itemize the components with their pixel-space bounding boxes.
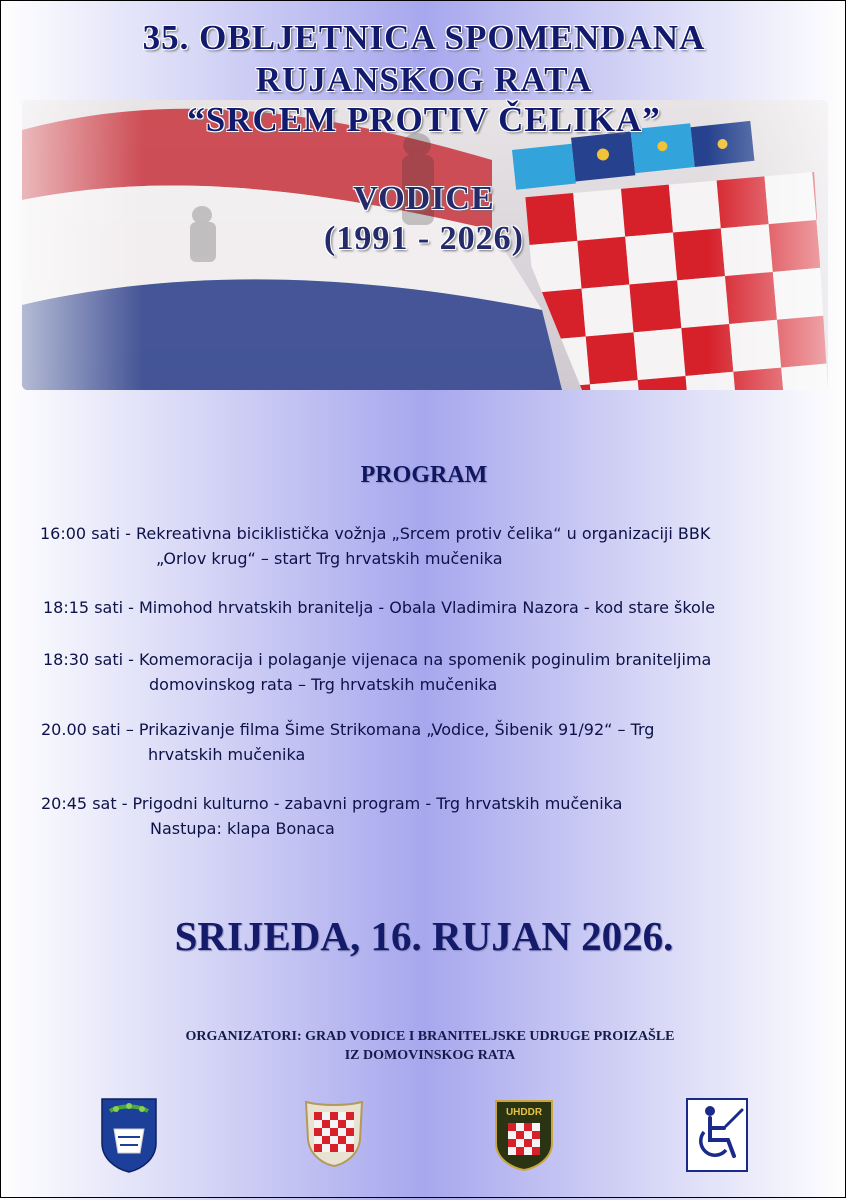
organizers-line-1: ORGANIZATORI: GRAD VODICE I BRANITELJSKE UDRUGE PROIZAŠLE (185, 1029, 675, 1044)
event-line: 18:15 sati - Mimohod hrvatskih branitelja - Obala Vladimira Nazora - kod stare škole (43, 598, 716, 617)
title-line-3: “SRCEM PROTIV ČELIKA” (187, 100, 661, 139)
event-line-continued: „Orlov krug“ – start Trg hrvatskih mučenika (156, 549, 503, 568)
organizers-line-2: IZ DOMOVINSKOG RATA (344, 1048, 516, 1063)
event-item (43, 650, 711, 694)
title-line-2: RUJANSKOG RATA (255, 60, 593, 99)
event-line-continued: hrvatskih mučenika (148, 745, 306, 764)
event-line: 20.00 sati – Prikazivanje filma Šime Strikomana „Vodice, Šibenik 91/92“ – Trg (41, 720, 655, 739)
event-item (40, 524, 710, 568)
event-item (41, 720, 654, 764)
uhddr-badge-icon (494, 1099, 554, 1176)
event-line-continued: domovinskog rata – Trg hrvatskih mučenika (149, 675, 498, 694)
event-line: 20:45 sat - Prigodni kulturno - zabavni program - Trg hrvatskih mučenika (41, 794, 623, 813)
event-date: SRIJEDA, 16. RUJAN 2026. (174, 913, 674, 959)
city-name: VODICE (353, 180, 495, 217)
event-item (41, 794, 622, 838)
uhddr-label: UHDDR (505, 1107, 543, 1118)
wheelchair-icon (686, 1098, 748, 1177)
croatian-checkerboard-shield-icon (302, 1100, 366, 1173)
event-line-continued: Nastupa: klapa Bonaca (150, 819, 335, 838)
event-line: 16:00 sati - Rekreativna biciklistička vožnja „Srcem protiv čelika“ u organizaciji BBK (40, 524, 711, 543)
event-line: 18:30 sati - Komemoracija i polaganje vijenaca na spomenik poginulim braniteljima (43, 650, 712, 669)
organizers-text (0, 1027, 848, 1065)
title-line-1: 35. OBLJETNICA SPOMENDANA (142, 18, 706, 57)
years-range: (1991 - 2026) (324, 220, 524, 257)
vodice-coat-of-arms-icon (100, 1097, 158, 1178)
event-item (43, 598, 715, 617)
program-heading: PROGRAM (360, 462, 488, 488)
